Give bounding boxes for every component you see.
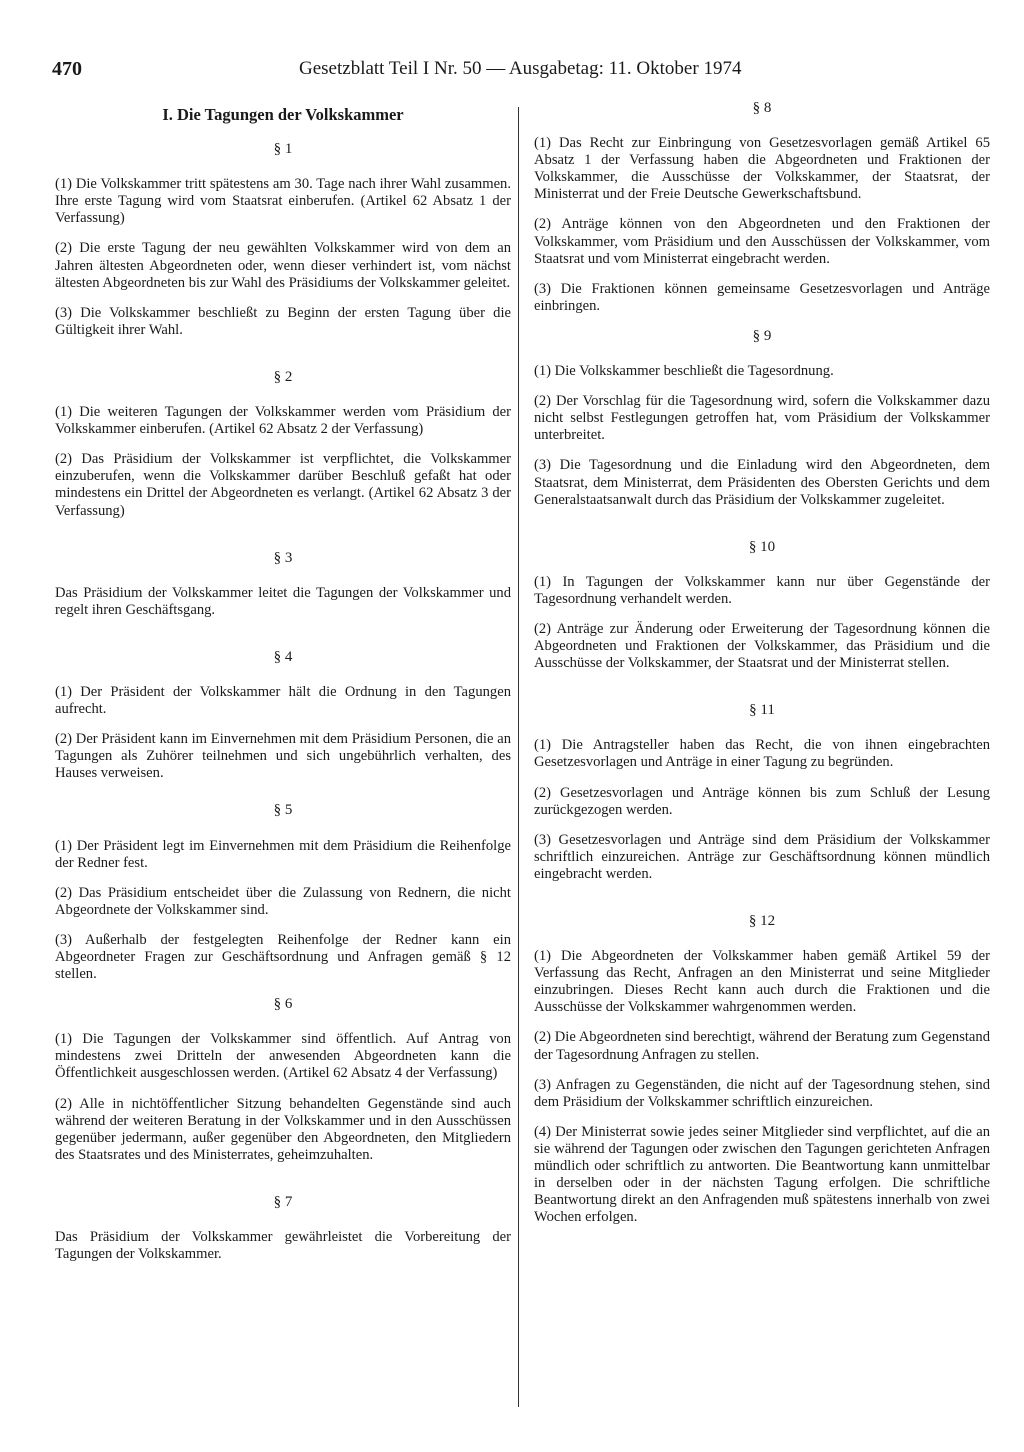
page-number: 470	[52, 58, 82, 80]
paragraph-4-clause-2: (2) Der Präsident kann im Einvernehmen mit dem Präsidium Personen, die an Tagungen als Zuhörer teilnehmen und sich ungebührlich verhalten, des Hauses verweisen.	[55, 731, 511, 782]
paragraph-9-clause-3: (3) Die Tagesordnung und die Einladung wird den Abgeordneten, dem Staatsrat, dem Ministerrat, dem Präsidenten des Obersten Gerichts und dem Generalstaatsanwalt durch das Präsidium der Volkskammer zugeleitet.	[534, 457, 990, 508]
paragraph-mark-2: § 2	[273, 368, 293, 385]
paragraph-10-clause-1: (1) In Tagungen der Volkskammer kann nur über Gegenstände der Tagesordnung verhandelt werden.	[534, 573, 990, 607]
paragraph-2-clause-1: (1) Die weiteren Tagungen der Volkskammer werden vom Präsidium der Volkskammer einberufen. (Artikel 62 Absatz 2 der Verfassung)	[55, 404, 511, 438]
running-head: Gesetzblatt Teil I Nr. 50 — Ausgabetag: 11. Oktober 1974	[299, 58, 742, 79]
section-heading: I. Die Tagungen der Volkskammer	[162, 105, 404, 124]
paragraph-7-text: Das Präsidium der Volkskammer gewährleistet die Vorbereitung der Tagungen der Volkskammer.	[55, 1229, 511, 1263]
paragraph-4-clause-1: (1) Der Präsident der Volkskammer hält die Ordnung in den Tagungen aufrecht.	[55, 683, 511, 718]
paragraph-mark-9: § 9	[752, 327, 772, 344]
paragraph-mark-1: § 1	[273, 141, 293, 158]
paragraph-6-clause-1: (1) Die Tagungen der Volkskammer sind öffentlich. Auf Antrag von mindestens zwei Dritteln der anwesenden Abgeordneten kann die Öffentlichkeit ausgeschlossen werden. (Artikel 62 Absatz 4 der Verfassung)	[55, 1031, 511, 1082]
paragraph-3-text: Das Präsidium der Volkskammer leitet die Tagungen der Volkskammer und regelt ihren Geschäftsgang.	[55, 584, 511, 618]
paragraph-mark-12: § 12	[748, 913, 776, 929]
paragraph-12-clause-1: (1) Die Abgeordneten der Volkskammer haben gemäß Artikel 59 der Verfassung das Recht, Anfragen an den Ministerrat und seine Mitglieder einzubringen. Dieses Recht kann auch durch die Fraktionen und die Ausschüsse der Volkskammer wahrgenommen werden.	[534, 948, 990, 1016]
paragraph-mark-11: § 11	[749, 702, 775, 719]
paragraph-10-clause-2: (2) Anträge zur Änderung oder Erweiterung der Tagesordnung können die Abgeordneten und Fraktionen der Volkskammer, das Präsidium und die Ausschüsse der Volkskammer, der Staatsrat und der Ministerrat stellen.	[534, 620, 990, 672]
paragraph-5-clause-1: (1) Der Präsident legt im Einvernehmen mit dem Präsidium die Reihenfolge der Redner fest.	[55, 837, 511, 871]
paragraph-8-clause-2: (2) Anträge können von den Abgeordneten und den Fraktionen der Volkskammer, vom Präsidium und den Ausschüssen der Volkskammer, vom Staatsrat und vom Ministerrat eingebracht werden.	[534, 216, 990, 267]
paragraph-9-clause-1: (1) Die Volkskammer beschließt die Tagesordnung.	[534, 363, 834, 380]
paragraph-8-clause-3: (3) Die Fraktionen können gemeinsame Gesetzesvorlagen und Anträge einbringen.	[534, 280, 990, 314]
paragraph-mark-7: § 7	[273, 1193, 293, 1210]
paragraph-5-clause-2: (2) Das Präsidium entscheidet über die Zulassung von Rednern, die nicht Abgeordnete der Volkskammer sind.	[55, 884, 511, 918]
paragraph-6-clause-2: (2) Alle in nichtöffentlicher Sitzung behandelten Gegenstände sind auch während der weiteren Beratung in der Volkskammer und in den Ausschüssen gegenüber jedermann, außer gegenüber den Abgeordneten, den Mitgliedern des Staatsrates und des Ministerrates, geheimzuhalten.	[55, 1095, 511, 1163]
left-column	[55, 100, 511, 1276]
paragraph-11-clause-2: (2) Gesetzesvorlagen und Anträge können bis zum Schluß der Lesung zurückgezogen werden.	[534, 784, 990, 818]
right-column	[534, 100, 990, 1239]
paragraph-2-clause-2: (2) Das Präsidium der Volkskammer ist verpflichtet, die Volkskammer einzuberufen, wenn die Volkskammer darüber Beschluß gefaßt hat oder mindestens ein Drittel der Abgeordneten es verlangt. (Artikel 62 Absatz 3 der Verfassung)	[55, 451, 511, 519]
paragraph-mark-10: § 10	[748, 538, 776, 555]
paragraph-12-clause-4: (4) Der Ministerrat sowie jedes seiner Mitglieder sind verpflichtet, auf die an sie während der Tagungen oder zwischen den Tagungen gerichteten Anfragen mündlich oder schriftlich zu antworten. Die Beantwortung kann unmittelbar in derselben oder in der nächsten Tagung erfolgen. Die schriftliche Beantwortung direkt an den Anfragenden muß spätestens innerhalb von zwei Wochen erfolgen.	[534, 1123, 990, 1226]
paragraph-mark-8: § 8	[752, 100, 772, 116]
paragraph-mark-5: § 5	[273, 802, 293, 819]
paragraph-9-clause-2: (2) Der Vorschlag für die Tagesordnung wird, sofern die Volkskammer dazu nicht selbst Festlegungen getroffen hat, vom Präsidium der Volkskammer unterbreitet.	[534, 393, 990, 444]
paragraph-1-clause-2: (2) Die erste Tagung der neu gewählten Volkskammer wird von dem an Jahren ältesten Abgeordneten oder, wenn dieser verhindert ist, vom nächst ältesten Abgeordneten bis zur Wahl des Präsidiums der Volkskammer geleitet.	[55, 240, 511, 291]
paragraph-12-clause-3: (3) Anfragen zu Gegenständen, die nicht auf der Tagesordnung stehen, sind dem Präsidium der Volkskammer schriftlich einzureichen.	[534, 1076, 990, 1110]
column-divider	[518, 107, 519, 1407]
paragraph-12-clause-2: (2) Die Abgeordneten sind berechtigt, während der Beratung zum Gegenstand der Tagesordnung Anfragen zu stellen.	[534, 1029, 990, 1063]
paragraph-1-clause-1: (1) Die Volkskammer tritt spätestens am 30. Tage nach ihrer Wahl zusammen. Ihre erste Tagung wird vom Staatsrat einberufen. (Artikel 62 Absatz 1 der Verfassung)	[55, 176, 511, 227]
paragraph-mark-3: § 3	[273, 549, 293, 566]
paragraph-8-clause-1: (1) Das Recht zur Einbringung von Gesetzesvorlagen gemäß Artikel 65 Absatz 1 der Verfassung haben die Abgeordneten und Fraktionen der Volkskammer, die Ausschüsse der Volkskammer, der Staatsrat, der Ministerrat und der Freie Deutsche Gewerkschaftsbund.	[534, 135, 990, 203]
paragraph-11-clause-3: (3) Gesetzesvorlagen und Anträge sind dem Präsidium der Volkskammer schriftlich einzureichen. Anträge zur Geschäftsordnung können mündlich eingebracht werden.	[534, 831, 990, 882]
paragraph-mark-4: § 4	[273, 648, 293, 665]
paragraph-mark-6: § 6	[273, 996, 293, 1013]
paragraph-5-clause-3: (3) Außerhalb der festgelegten Reihenfolge der Redner kann ein Abgeordneter Fragen zur Geschäftsordnung und Anfragen gemäß § 12 stellen.	[55, 931, 511, 983]
page-header	[52, 54, 982, 88]
paragraph-1-clause-3: (3) Die Volkskammer beschließt zu Beginn der ersten Tagung über die Gültigkeit ihrer Wahl.	[55, 304, 511, 338]
paragraph-11-clause-1: (1) Die Antragsteller haben das Recht, die von ihnen eingebrachten Gesetzesvorlagen und Anträge in einer Tagung zu begründen.	[534, 737, 990, 771]
